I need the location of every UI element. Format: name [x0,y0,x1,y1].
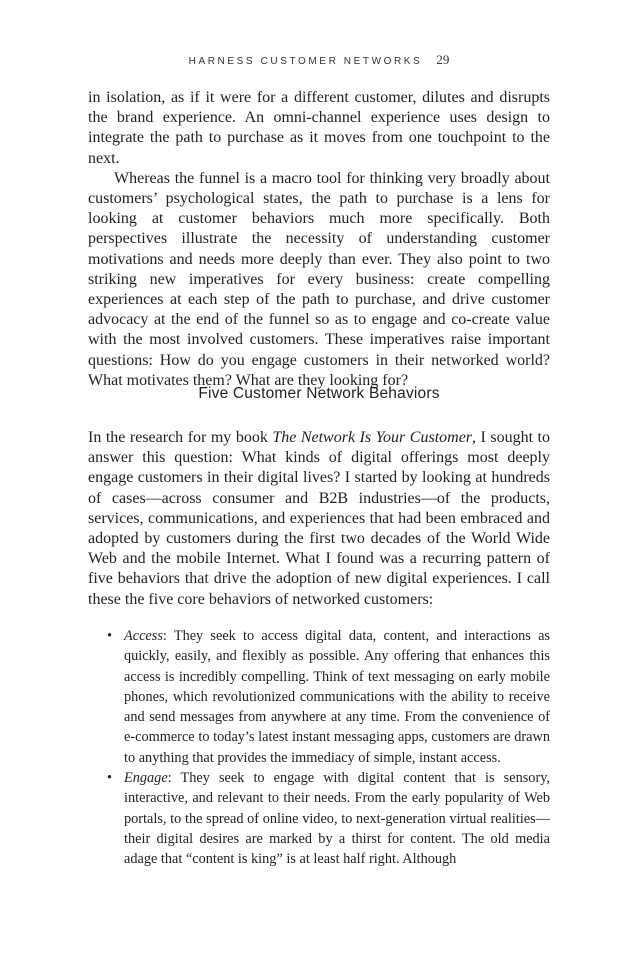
book-title: The Network Is Your Customer [272,429,473,446]
body-text-section [88,428,550,610]
section-heading: Five Customer Network Behaviors [198,385,440,402]
paragraph-funnel: Whereas the funnel is a macro tool for thinking very broadly about customers’ psychological states, the path to purchase is a lens for looking at customer behaviors much more specifically. Both perspectives illustrate the necessity of understanding customer motivations and needs more deeply than ever. They also point to two striking new imperatives for every business: create compelling experiences at each step of the path to purchase, and drive customer advocacy at the end of the funnel so as to engage and co-create value with the most involved customers. These imperatives raise important questions: How do you engage customers in their networked world? What motivates them? What are they looking for? [88,169,550,389]
bullet-term: Access [124,628,163,644]
bullet-text: : They seek to access digital data, content, and interactions as quickly, easily, and flexibly as possible. Any offering that enhances this access is incredibly compelling. Think of text messaging on early mobile phones, which revolutionized communications with the ability to receive and send messages from anywhere at any time. From the convenience of e-commerce to today’s latest instant messaging apps, customers are drawn to anything that provides the immediacy of simple, instant access. [124,628,550,766]
paragraph-research-rest: , I sought to answer this question: What kinds of digital offerings most deeply engage customers in their digital lives? I started by looking at hundreds of cases—across consumer and B2B industries—of the products, services, communications, and experiences that had been embraced and adopted by customers during the first two decades of the World Wide Web and the mobile Internet. What I found was a recurring pattern of five behaviors that drive the adoption of new digital experiences. I call these the five core behaviors of networked customers: [88,429,551,608]
page-number: 29 [436,52,450,67]
paragraph-continuation: in isolation, as if it were for a different customer, dilutes and disrupts the brand experience. An omni-channel experience uses design to integrate the path to purchase as it moves from one touchpoint to the next. [88,89,550,167]
behaviors-list [107,626,550,870]
running-head [0,52,638,68]
list-item [107,768,550,869]
body-text-top [88,88,550,391]
bullet-icon: • [107,628,113,644]
running-head-title: HARNESS CUSTOMER NETWORKS [188,56,423,67]
bullet-text: : They seek to engage with digital content that is sensory, interactive, and relevant to their needs. From the early popularity of Web portals, to the spread of online video, to next-generation virtual realities—their digital desires are marked by a thirst for content. The old media adage that “content is king” is at least half right. Although [124,770,550,868]
bullet-term: Engage [124,770,168,787]
paragraph-research [88,428,550,610]
paragraph-research-lead: In the research for my book [88,429,273,446]
bullet-icon: • [107,770,113,787]
list-item [107,626,550,768]
